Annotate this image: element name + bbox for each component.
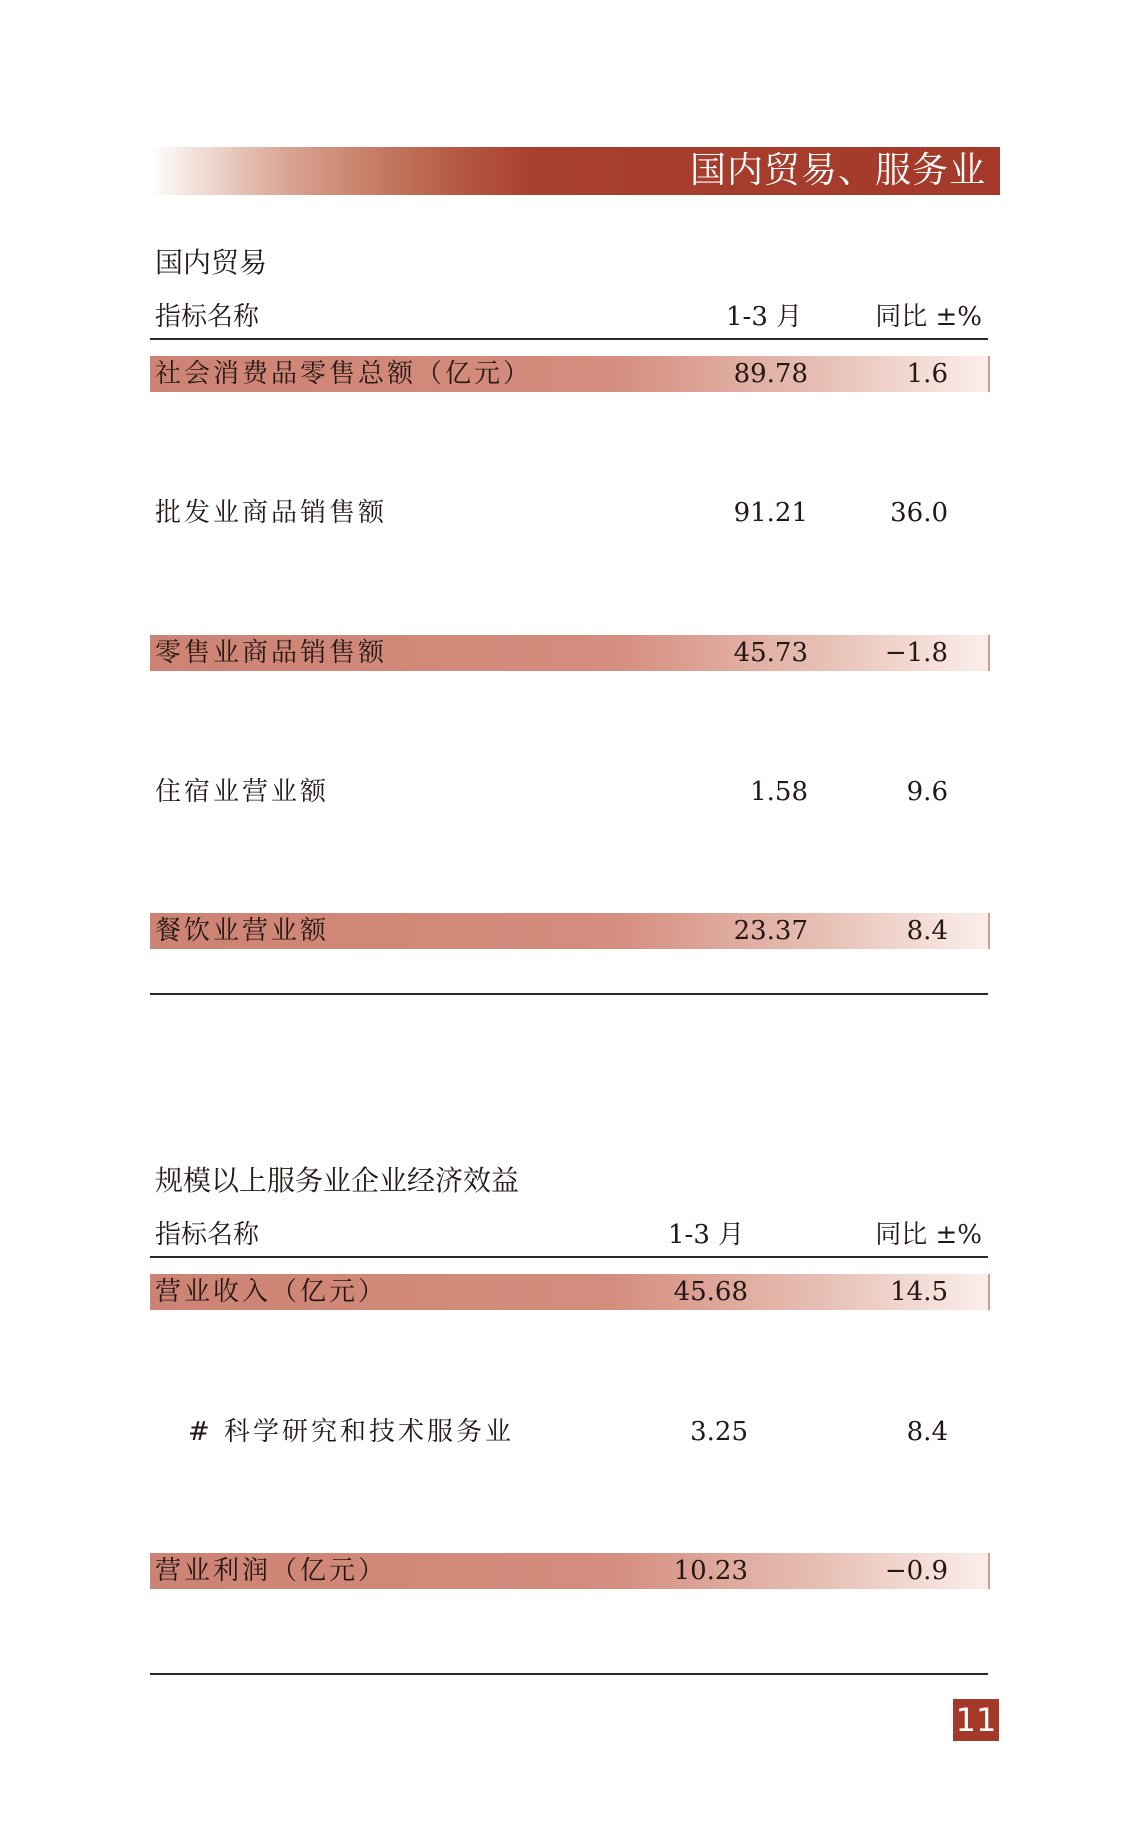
section2-title: 规模以上服务业企业经济效益 xyxy=(155,1164,520,1197)
row-value: 91.21 xyxy=(733,498,808,528)
row-yoy: 9.6 xyxy=(906,777,948,807)
row-yoy: −1.8 xyxy=(884,638,948,668)
row-value: 89.78 xyxy=(733,359,808,389)
table-row xyxy=(150,774,988,810)
row-value: 45.73 xyxy=(733,638,808,668)
row-yoy: −0.9 xyxy=(884,1556,948,1586)
banner-title: 国内贸易、服务业 xyxy=(689,150,986,191)
section2-table-header xyxy=(150,1216,988,1258)
row-yoy: 14.5 xyxy=(890,1277,948,1307)
header-yoy: 同比 ±% xyxy=(875,1220,982,1250)
table-row xyxy=(150,495,988,531)
section1-bottom-rule xyxy=(150,993,988,995)
table-row xyxy=(150,1274,990,1310)
section1-title: 国内贸易 xyxy=(155,246,268,279)
page-number: 11 xyxy=(953,1699,999,1741)
row-yoy: 8.4 xyxy=(906,1417,948,1447)
header-name: 指标名称 xyxy=(155,302,260,332)
section1-table-header xyxy=(150,298,988,340)
row-label: 社会消费品零售总额（亿元） xyxy=(155,359,533,389)
table-row xyxy=(150,635,990,671)
row-yoy: 36.0 xyxy=(890,498,948,528)
row-label: # 科学研究和技术服务业 xyxy=(188,1417,515,1447)
header-period: 1-3 月 xyxy=(668,1220,745,1250)
row-value: 1.58 xyxy=(750,777,808,807)
row-label: 零售业商品销售额 xyxy=(155,638,388,668)
row-label: 批发业商品销售额 xyxy=(155,498,388,528)
row-value: 23.37 xyxy=(733,916,808,946)
header-period: 1-3 月 xyxy=(726,302,803,332)
section-banner xyxy=(150,147,1000,195)
section2-bottom-rule xyxy=(150,1673,988,1675)
row-value: 10.23 xyxy=(673,1556,748,1586)
row-value: 45.68 xyxy=(673,1277,748,1307)
header-yoy: 同比 ±% xyxy=(875,302,982,332)
table-row xyxy=(150,1414,988,1450)
row-yoy: 1.6 xyxy=(906,359,948,389)
table-row xyxy=(150,913,990,949)
row-yoy: 8.4 xyxy=(906,916,948,946)
row-label: 餐饮业营业额 xyxy=(155,916,330,946)
table-row xyxy=(150,356,990,392)
row-label: 营业收入（亿元） xyxy=(155,1277,388,1307)
row-label: 营业利润（亿元） xyxy=(155,1556,388,1586)
table-row xyxy=(150,1553,990,1589)
row-value: 3.25 xyxy=(690,1417,748,1447)
header-name: 指标名称 xyxy=(155,1220,260,1250)
row-label: 住宿业营业额 xyxy=(155,777,330,807)
